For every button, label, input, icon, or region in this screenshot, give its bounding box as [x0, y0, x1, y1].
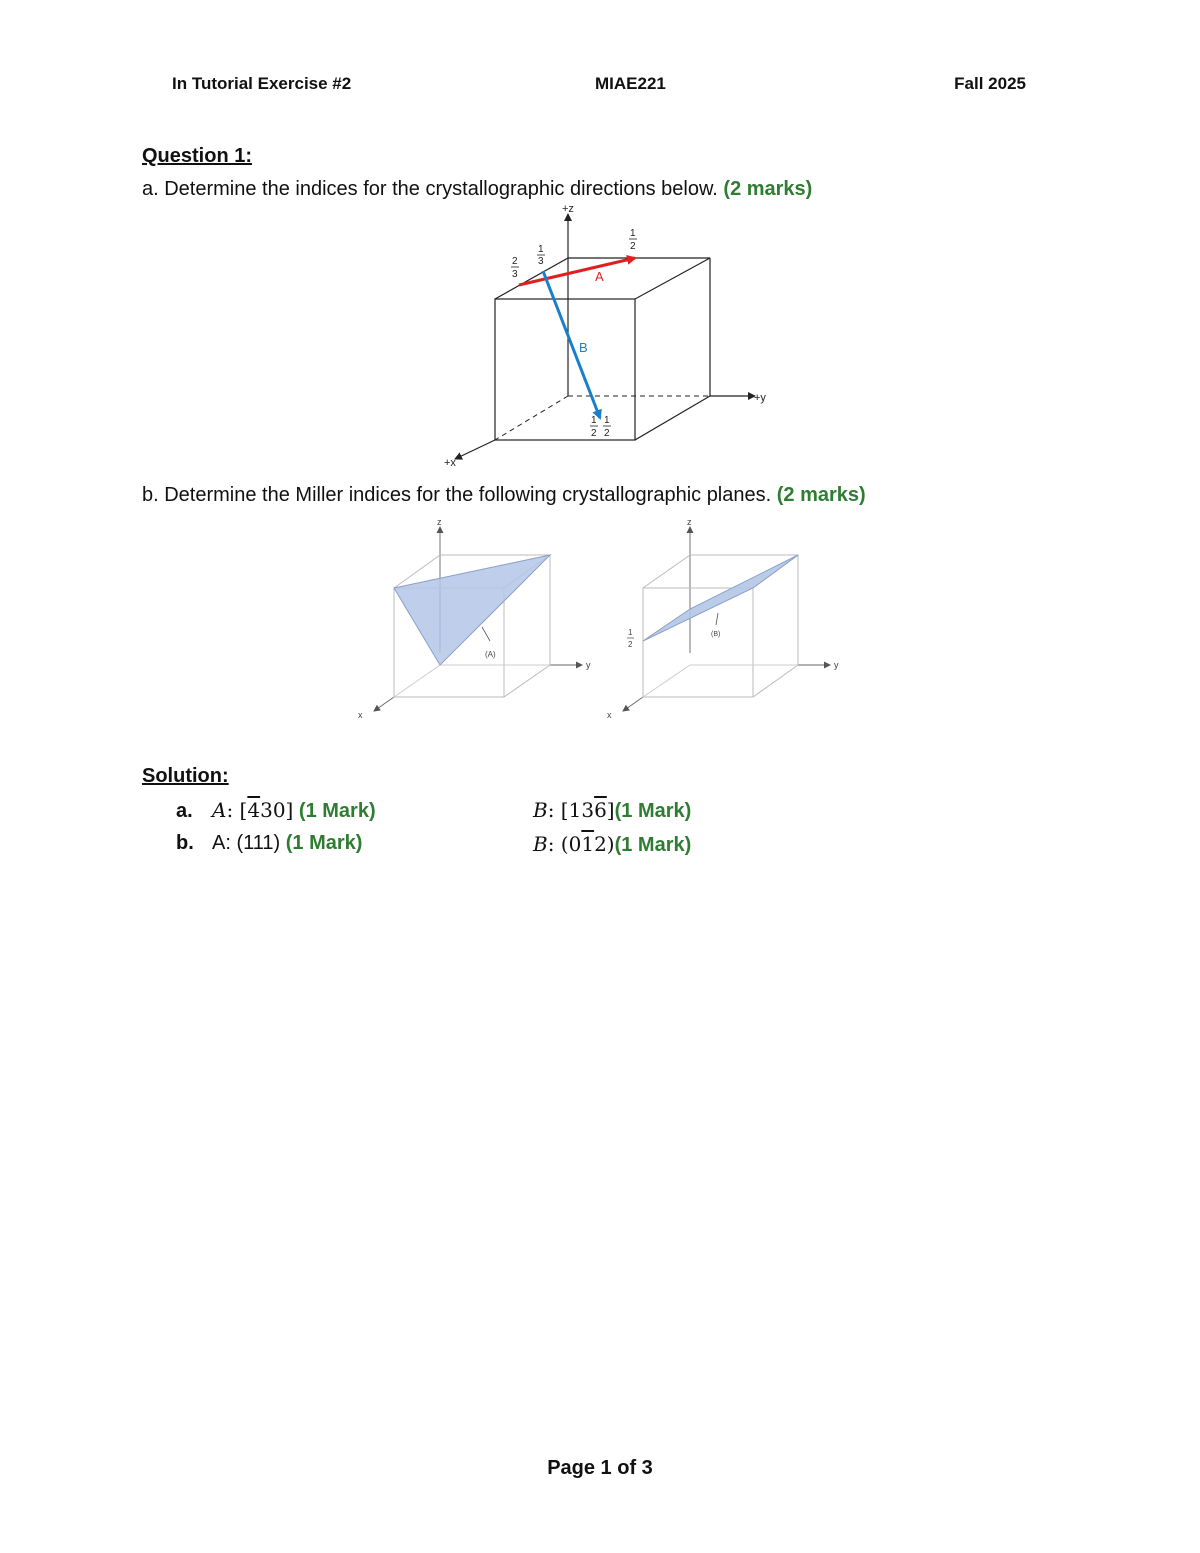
solution-b-right-bar: 1 — [581, 832, 595, 856]
solution-b-left-mark: (1 Mark) — [285, 832, 363, 854]
fraction-one-half-top — [629, 228, 637, 252]
question-b-marks: (2 marks) — [776, 484, 866, 506]
fraction-one-third — [537, 244, 545, 267]
solution-b-left-text: A: (111) — [212, 832, 281, 854]
axis-x-label: +x — [444, 457, 456, 469]
solution-a-left-open: : [ — [226, 798, 248, 822]
solution-row-a-left — [176, 798, 376, 823]
plane-b-axis-y: y — [834, 660, 839, 670]
plane-b-label: (B) — [711, 631, 721, 638]
solution-a-left-mark: (1 Mark) — [298, 800, 376, 822]
svg-text:2: 2 — [512, 256, 518, 267]
svg-text:2: 2 — [591, 428, 597, 439]
direction-a-label: A — [595, 269, 604, 284]
header-course: MIAE221 — [595, 74, 666, 93]
direction-a-arrow — [519, 258, 635, 285]
plane-a-cube — [358, 517, 591, 720]
svg-text:2: 2 — [630, 241, 636, 252]
svg-text:1: 1 — [538, 244, 544, 255]
question-a-marks: (2 marks) — [723, 178, 813, 200]
solution-a-label: a. — [176, 800, 193, 822]
solution-b-var-b: B — [533, 832, 548, 856]
solution-a-var-b: B — [533, 798, 548, 822]
solution-b-right-mark: (1 Mark) — [614, 834, 692, 856]
directions-figure — [430, 200, 780, 475]
axis-z-label: +z — [562, 203, 574, 215]
question-b-text: b. Determine the Miller indices for the following crystallographic planes. — [142, 484, 772, 506]
planes-figure — [350, 515, 850, 725]
solution-a-right-close: ] — [606, 798, 615, 822]
svg-text:2: 2 — [604, 428, 610, 439]
fraction-two-thirds — [511, 256, 519, 280]
plane-a-axis-y: y — [586, 660, 591, 670]
header-left: In Tutorial Exercise #2 — [172, 74, 352, 93]
solution-row-b-left — [176, 832, 362, 855]
fraction-one-half-bottom — [590, 415, 611, 439]
solution-a-right-bar: 6 — [594, 798, 607, 822]
plane-a-label: (A) — [485, 650, 496, 659]
plane-b-cube — [607, 517, 839, 720]
solution-row-b-right — [533, 832, 691, 857]
svg-text:1: 1 — [591, 415, 597, 426]
plane-b-shape — [643, 555, 798, 641]
solution-title — [142, 765, 229, 788]
solution-a-left-rest: 30] — [260, 798, 294, 822]
solution-b-label: b. — [176, 832, 194, 854]
direction-b-label: B — [579, 340, 588, 355]
question-a-text: a. Determine the indices for the crystallographic directions below. — [142, 178, 718, 200]
axis-y-label: +y — [754, 392, 766, 404]
question-title — [142, 145, 252, 168]
question-title-text: Question 1: — [142, 145, 253, 167]
plane-a-axis-x: x — [358, 710, 363, 720]
solution-a-left-bar: 4 — [247, 798, 261, 822]
question-b — [142, 484, 866, 507]
svg-text:1: 1 — [628, 628, 633, 637]
svg-text:1: 1 — [630, 228, 636, 239]
question-a — [142, 178, 812, 201]
page-number: Page 1 of 3 — [547, 1457, 653, 1479]
solution-a-right-mark: (1 Mark) — [614, 800, 692, 822]
plane-b-axis-z: z — [687, 517, 692, 527]
solution-a-var-a: A — [212, 798, 227, 822]
svg-text:1: 1 — [604, 415, 610, 426]
cube-front-face — [495, 299, 635, 440]
plane-b-fraction-half — [627, 628, 634, 649]
plane-b-axis-x: x — [607, 710, 612, 720]
x-axis — [455, 440, 495, 459]
svg-text:3: 3 — [538, 256, 544, 267]
solution-b-right-close: 2) — [594, 832, 615, 856]
solution-b-right-open: : (0 — [547, 832, 582, 856]
solution-title-text: Solution: — [142, 765, 229, 787]
svg-text:2: 2 — [628, 640, 633, 649]
solution-a-right-open: : [13 — [547, 798, 595, 822]
plane-a-axis-z: z — [437, 517, 442, 527]
solution-row-a-right — [533, 798, 691, 823]
svg-text:3: 3 — [512, 269, 518, 280]
header-term: Fall 2025 — [954, 74, 1026, 93]
